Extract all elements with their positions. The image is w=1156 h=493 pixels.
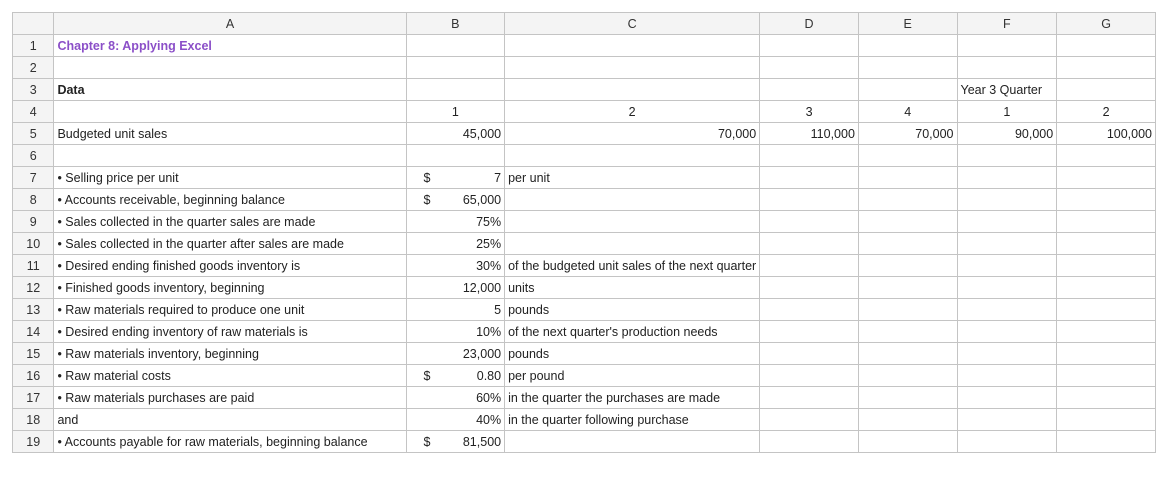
column-header-b[interactable]: B: [406, 13, 505, 35]
quarter-3-header-cell[interactable]: 3: [760, 101, 859, 123]
sheet-row: [13, 101, 1156, 123]
assumption-note-cell[interactable]: of the budgeted unit sales of the next quarter: [505, 255, 760, 277]
cell[interactable]: [54, 57, 406, 79]
budgeted-sales-q2-cell[interactable]: 70,000: [505, 123, 760, 145]
assumption-label-cell[interactable]: • Selling price per unit: [54, 167, 406, 189]
assumption-note-cell[interactable]: in the quarter following purchase: [505, 409, 760, 431]
assumption-value: 5: [494, 302, 502, 317]
cell[interactable]: [760, 57, 859, 79]
assumption-row: [13, 233, 1156, 255]
assumption-note-cell[interactable]: pounds: [505, 299, 760, 321]
cell[interactable]: [505, 145, 760, 167]
budgeted-sales-y3q1-cell[interactable]: 90,000: [957, 123, 1057, 145]
assumption-row: [13, 387, 1156, 409]
assumption-note-cell[interactable]: in the quarter the purchases are made: [505, 387, 760, 409]
row-header[interactable]: 19: [13, 431, 54, 453]
cell[interactable]: [858, 387, 957, 409]
assumption-value-cell[interactable]: [406, 321, 505, 343]
cell[interactable]: [760, 321, 859, 343]
cell[interactable]: [760, 409, 859, 431]
assumption-note-cell[interactable]: of the next quarter's production needs: [505, 321, 760, 343]
quarter-4-header-cell[interactable]: 4: [858, 101, 957, 123]
cell[interactable]: [760, 365, 859, 387]
budgeted-unit-sales-label[interactable]: Budgeted unit sales: [54, 123, 406, 145]
column-header-row: [13, 13, 1156, 35]
column-header-d[interactable]: D: [760, 13, 859, 35]
assumption-row: [13, 277, 1156, 299]
cell[interactable]: [957, 255, 1057, 277]
cell[interactable]: [858, 365, 957, 387]
assumption-note-cell[interactable]: pounds: [505, 343, 760, 365]
cell[interactable]: [505, 57, 760, 79]
year3-quarter-1-header-cell[interactable]: 1: [957, 101, 1057, 123]
row-header[interactable]: 3: [13, 79, 54, 101]
cell[interactable]: [858, 431, 957, 453]
cell[interactable]: [760, 167, 859, 189]
assumption-row: [13, 299, 1156, 321]
data-label-cell[interactable]: Data: [54, 79, 406, 101]
assumption-value-cell[interactable]: [406, 255, 505, 277]
cell[interactable]: [54, 145, 406, 167]
row-header[interactable]: 18: [13, 409, 54, 431]
cell[interactable]: [957, 35, 1057, 57]
assumption-row: [13, 343, 1156, 365]
select-all-corner[interactable]: [13, 13, 54, 35]
cell[interactable]: [957, 277, 1057, 299]
assumption-value: 7: [494, 170, 502, 185]
row-header[interactable]: 10: [13, 233, 54, 255]
cell[interactable]: [406, 145, 505, 167]
row-header[interactable]: 1: [13, 35, 54, 57]
year3-quarter-2-header-cell[interactable]: 2: [1057, 101, 1156, 123]
cell[interactable]: [1057, 211, 1156, 233]
cell[interactable]: [1057, 79, 1156, 101]
assumption-label-cell[interactable]: • Sales collected in the quarter sales are made: [54, 211, 406, 233]
assumption-note-cell[interactable]: [505, 211, 760, 233]
cell[interactable]: [858, 145, 957, 167]
row-header[interactable]: 17: [13, 387, 54, 409]
cell[interactable]: [505, 35, 760, 57]
assumption-value-cell[interactable]: [406, 431, 505, 453]
sheet-row: [13, 123, 1156, 145]
assumption-row: [13, 431, 1156, 453]
row-header[interactable]: 9: [13, 211, 54, 233]
cell[interactable]: [957, 233, 1057, 255]
assumption-note-cell[interactable]: per pound: [505, 365, 760, 387]
budgeted-sales-y3q2-cell[interactable]: 100,000: [1057, 123, 1156, 145]
row-header[interactable]: 8: [13, 189, 54, 211]
assumption-value-cell[interactable]: [406, 299, 505, 321]
cell[interactable]: [858, 167, 957, 189]
assumption-label-cell[interactable]: • Accounts payable for raw materials, beginning balance: [54, 431, 406, 453]
cell[interactable]: [760, 299, 859, 321]
cell[interactable]: [1057, 233, 1156, 255]
cell[interactable]: [858, 321, 957, 343]
assumption-row: [13, 321, 1156, 343]
cell[interactable]: [54, 101, 406, 123]
column-header-c[interactable]: C: [505, 13, 760, 35]
cell[interactable]: [858, 255, 957, 277]
assumption-value-cell[interactable]: [406, 277, 505, 299]
assumption-value-cell[interactable]: [406, 409, 505, 431]
assumption-value-cell[interactable]: [406, 167, 505, 189]
row-header[interactable]: 4: [13, 101, 54, 123]
assumption-row: [13, 189, 1156, 211]
cell[interactable]: [858, 343, 957, 365]
cell[interactable]: [957, 321, 1057, 343]
cell[interactable]: [1057, 35, 1156, 57]
cell[interactable]: [957, 343, 1057, 365]
cell[interactable]: [406, 57, 505, 79]
cell[interactable]: [858, 57, 957, 79]
assumption-value: 10%: [476, 324, 502, 339]
cell[interactable]: [1057, 299, 1156, 321]
cell[interactable]: [1057, 365, 1156, 387]
assumption-value: 12,000: [462, 280, 502, 295]
column-header-a[interactable]: A: [54, 13, 406, 35]
cell[interactable]: [760, 145, 859, 167]
cell[interactable]: [957, 299, 1057, 321]
sheet-row: [13, 79, 1156, 101]
row-header[interactable]: 13: [13, 299, 54, 321]
row-header[interactable]: 5: [13, 123, 54, 145]
assumption-label-cell[interactable]: • Accounts receivable, beginning balance: [54, 189, 406, 211]
cell[interactable]: [760, 211, 859, 233]
cell[interactable]: [957, 167, 1057, 189]
row-header[interactable]: 7: [13, 167, 54, 189]
assumption-value: 65,000: [462, 192, 502, 207]
dollar-sign: $: [423, 170, 431, 185]
dollar-sign: $: [423, 434, 431, 449]
assumption-note-cell[interactable]: units: [505, 277, 760, 299]
assumption-note-cell[interactable]: [505, 189, 760, 211]
row-header[interactable]: 2: [13, 57, 54, 79]
assumption-value-cell[interactable]: [406, 343, 505, 365]
year3-quarter-label-cell[interactable]: Year 3 Quarter: [957, 79, 1057, 101]
cell[interactable]: [1057, 387, 1156, 409]
assumption-row: [13, 409, 1156, 431]
assumption-label-cell[interactable]: • Raw materials purchases are paid: [54, 387, 406, 409]
assumption-rows: [13, 167, 1156, 453]
cell[interactable]: [1057, 277, 1156, 299]
quarter-2-header-cell[interactable]: 2: [505, 101, 760, 123]
cell[interactable]: [1057, 57, 1156, 79]
assumption-label-cell[interactable]: • Finished goods inventory, beginning: [54, 277, 406, 299]
cell[interactable]: [1057, 409, 1156, 431]
sheet-row: [13, 35, 1156, 57]
assumption-value-cell[interactable]: [406, 233, 505, 255]
cell[interactable]: [760, 255, 859, 277]
assumption-value: 0.80: [476, 368, 502, 383]
budgeted-sales-q1-cell[interactable]: 45,000: [406, 123, 505, 145]
assumption-value: 81,500: [462, 434, 502, 449]
dollar-sign: $: [423, 368, 431, 383]
assumption-label-cell[interactable]: • Sales collected in the quarter after sales are made: [54, 233, 406, 255]
assumption-value-cell[interactable]: [406, 211, 505, 233]
sheet-title-cell[interactable]: Chapter 8: Applying Excel: [54, 35, 406, 57]
cell[interactable]: [957, 387, 1057, 409]
cell[interactable]: [760, 189, 859, 211]
cell[interactable]: [760, 277, 859, 299]
cell[interactable]: [858, 233, 957, 255]
assumption-value: 25%: [476, 236, 502, 251]
assumption-row: [13, 167, 1156, 189]
cell[interactable]: [760, 431, 859, 453]
column-header-e[interactable]: E: [858, 13, 957, 35]
assumption-label-cell[interactable]: • Desired ending finished goods inventory is: [54, 255, 406, 277]
assumption-value: 60%: [476, 390, 502, 405]
column-header-f[interactable]: F: [957, 13, 1057, 35]
cell[interactable]: [1057, 343, 1156, 365]
assumption-label-cell[interactable]: • Raw materials inventory, beginning: [54, 343, 406, 365]
cell[interactable]: [760, 343, 859, 365]
cell[interactable]: [957, 57, 1057, 79]
cell[interactable]: [1057, 255, 1156, 277]
assumption-value-cell[interactable]: [406, 387, 505, 409]
cell[interactable]: [957, 189, 1057, 211]
cell[interactable]: [858, 189, 957, 211]
cell[interactable]: [858, 299, 957, 321]
cell[interactable]: [1057, 145, 1156, 167]
cell[interactable]: [858, 409, 957, 431]
sheet-row: [13, 145, 1156, 167]
row-header[interactable]: 15: [13, 343, 54, 365]
assumption-row: [13, 255, 1156, 277]
cell[interactable]: [957, 211, 1057, 233]
cell[interactable]: [760, 79, 859, 101]
assumption-row: [13, 365, 1156, 387]
sheet-row: [13, 57, 1156, 79]
cell[interactable]: [957, 145, 1057, 167]
assumption-value-cell[interactable]: [406, 189, 505, 211]
assumption-label-cell[interactable]: • Raw material costs: [54, 365, 406, 387]
cell[interactable]: [760, 35, 859, 57]
cell[interactable]: [957, 365, 1057, 387]
cell[interactable]: [406, 79, 505, 101]
cell[interactable]: [957, 409, 1057, 431]
spreadsheet-grid: [12, 12, 1156, 453]
assumption-value: 40%: [476, 412, 502, 427]
cell[interactable]: [1057, 189, 1156, 211]
assumption-value-cell[interactable]: [406, 365, 505, 387]
assumption-label-cell[interactable]: • Raw materials required to produce one unit: [54, 299, 406, 321]
cell[interactable]: [1057, 431, 1156, 453]
row-header[interactable]: 11: [13, 255, 54, 277]
assumption-label-cell[interactable]: and: [54, 409, 406, 431]
assumption-note-cell[interactable]: [505, 233, 760, 255]
row-header[interactable]: 16: [13, 365, 54, 387]
row-header[interactable]: 12: [13, 277, 54, 299]
column-header-g[interactable]: G: [1057, 13, 1156, 35]
dollar-sign: $: [423, 192, 431, 207]
cell[interactable]: [406, 35, 505, 57]
cell[interactable]: [505, 79, 760, 101]
assumption-label-cell[interactable]: • Desired ending inventory of raw materials is: [54, 321, 406, 343]
cell[interactable]: [858, 35, 957, 57]
quarter-1-header-cell[interactable]: 1: [406, 101, 505, 123]
cell[interactable]: [760, 233, 859, 255]
assumption-value: 30%: [476, 258, 502, 273]
budgeted-sales-q4-cell[interactable]: 70,000: [858, 123, 957, 145]
cell[interactable]: [760, 387, 859, 409]
cell[interactable]: [858, 211, 957, 233]
cell[interactable]: [1057, 167, 1156, 189]
assumption-value: 75%: [476, 214, 502, 229]
assumption-row: [13, 211, 1156, 233]
row-header[interactable]: 6: [13, 145, 54, 167]
cell[interactable]: [858, 79, 957, 101]
assumption-value: 23,000: [462, 346, 502, 361]
assumption-note-cell[interactable]: per unit: [505, 167, 760, 189]
cell[interactable]: [1057, 321, 1156, 343]
cell[interactable]: [858, 277, 957, 299]
row-header[interactable]: 14: [13, 321, 54, 343]
assumption-note-cell[interactable]: [505, 431, 760, 453]
cell[interactable]: [957, 431, 1057, 453]
budgeted-sales-q3-cell[interactable]: 110,000: [760, 123, 859, 145]
